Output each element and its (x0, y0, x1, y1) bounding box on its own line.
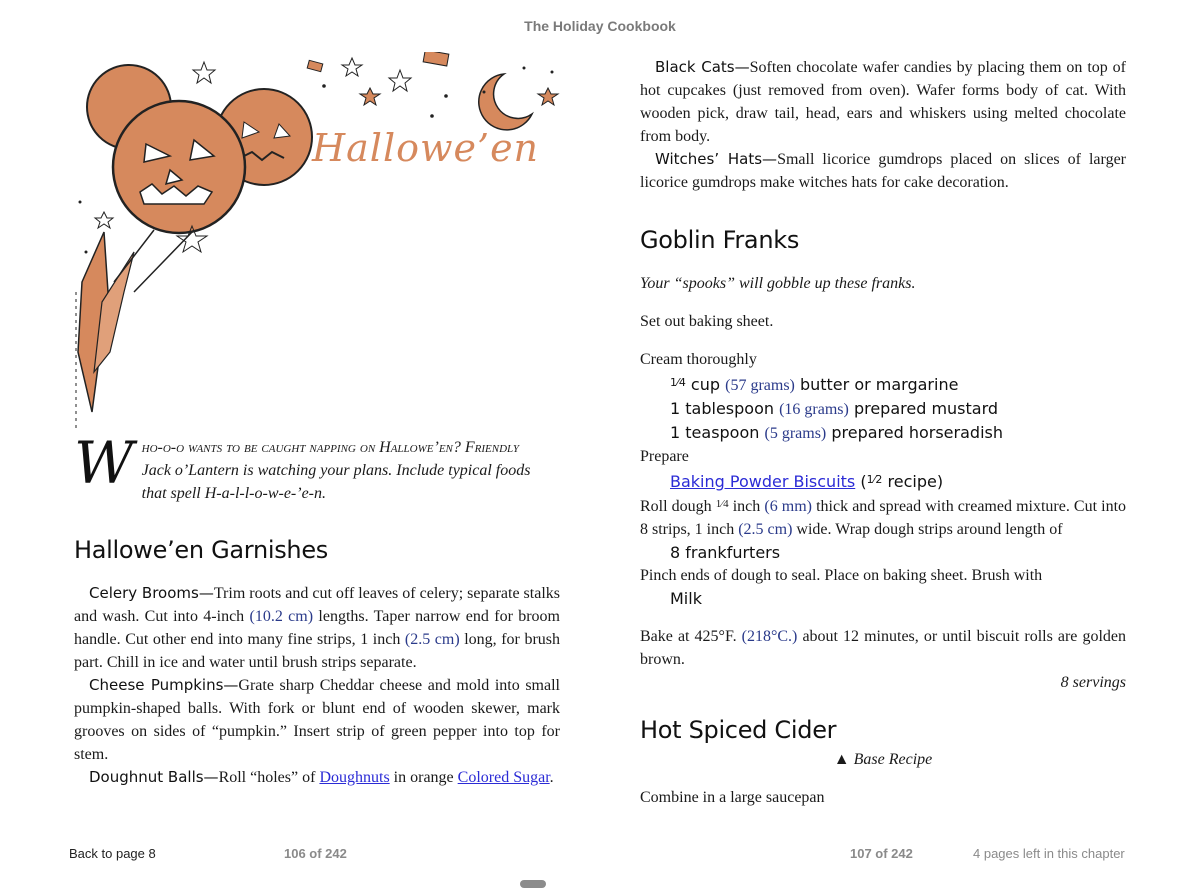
recipe-title-goblin-franks: Goblin Franks (640, 226, 800, 254)
black-cats-paragraph: Black Cats—Soften chocolate wafer candies by placing them on top of hot cupcakes (just removed from oven). Wafer forms body of cat. With wooden pick, draw tail, head, ears and whiskers using melted chocolate from body. (640, 58, 1126, 145)
ingredient-mustard: 1 tablespoon (16 grams) prepared mustard (670, 399, 999, 418)
ingredient-milk: Milk (670, 589, 702, 608)
colored-sugar-link[interactable]: Colored Sugar (457, 769, 550, 786)
doughnut-balls-paragraph: Doughnut Balls—Roll “holes” of Doughnuts in orange Colored Sugar. (89, 768, 554, 786)
right-page-number: 107 of 242 (850, 846, 913, 861)
celery-brooms-paragraph: Celery Brooms—Trim roots and cut off leaves of celery; separate stalks and wash. Cut into 4-inch (10.2 cm) lengths. Taper narrow end for broom handle. Cut other end into many fine strips, 1 inch (2.5 cm) long, for brush part. Chill in ice and water until brush strips separate. (74, 584, 561, 671)
doughnuts-link[interactable]: Doughnuts (319, 769, 390, 786)
ingredient-horseradish: 1 teaspoon (5 grams) prepared horseradish (670, 423, 1003, 442)
left-page-number: 106 of 242 (284, 846, 347, 861)
recipe-step: Pinch ends of dough to seal. Place on baking sheet. Brush with (640, 567, 1043, 584)
cheese-pumpkins-paragraph: Cheese Pumpkins—Grate sharp Cheddar cheese and mold into small pumpkin-shaped balls. With fork or blunt end of wooden skewer, mark grooves on sides of “pumpkin.” Insert strip of green pepper into top for stem. (74, 676, 560, 763)
section-title-garnishes: Hallowe’en Garnishes (74, 536, 329, 564)
recipe-step: Cream thoroughly (640, 351, 757, 368)
ingredient-biscuits: Baking Powder Biscuits ($^{1⁄2}$ recipe) (670, 472, 944, 491)
back-to-page-button[interactable]: Back to page 8 (69, 846, 156, 861)
baking-powder-biscuits-link[interactable]: Baking Powder Biscuits (670, 472, 856, 491)
illustration-title: Hallowe’en (312, 126, 540, 170)
scroll-handle[interactable] (520, 880, 546, 888)
recipe-step: Prepare (640, 448, 689, 465)
witches-hats-paragraph: Witches’ Hats—Small licorice gumdrops placed on slices of larger licorice gumdrops make witches hats for cake decoration. (640, 150, 1126, 191)
recipe-step: Set out baking sheet. (640, 313, 774, 330)
book-title: The Holiday Cookbook (524, 18, 676, 34)
recipe-servings: 8 servings (1060, 674, 1126, 691)
garnishes-body (74, 582, 560, 789)
drop-cap: W (74, 429, 134, 497)
base-recipe-label: ▲ Base Recipe (833, 751, 933, 768)
ingredient-butter: $^{1⁄4}$ cup (57 grams) butter or margarine (670, 375, 959, 394)
recipe-subtitle: Your “spooks” will gobble up these franks. (640, 275, 916, 292)
recipe-step: Combine in a large saucepan (640, 789, 825, 806)
garnishes-continued (640, 56, 1126, 194)
triangle-icon: ▲ (833, 751, 850, 768)
ingredient-frankfurters: 8 frankfurters (670, 543, 781, 562)
intro-paragraph (74, 429, 560, 505)
recipe-step: Roll dough $^{1⁄4}$ inch (6 mm) thick and spread with creamed mixture. Cut into 8 strips, 1 inch (2.5 cm) wide. Wrap dough strips around length of (640, 498, 1127, 538)
recipe-step: Bake at 425°F. (218°C.) about 12 minutes, or until biscuit rolls are golden brown. (640, 628, 1127, 668)
pages-left-in-chapter: 4 pages left in this chapter (973, 846, 1125, 861)
halloween-illustration (74, 52, 560, 432)
intro-text: ho-o-o wants to be caught napping on Hallowe’en? Friendly Jack o’Lantern is watching your plans. Include typical foods that spell H-a-l-l-o-w-e-’e-n. (141, 439, 531, 502)
recipe-title-hot-spiced-cider: Hot Spiced Cider (640, 716, 837, 744)
goblin-franks-recipe (640, 272, 1126, 694)
